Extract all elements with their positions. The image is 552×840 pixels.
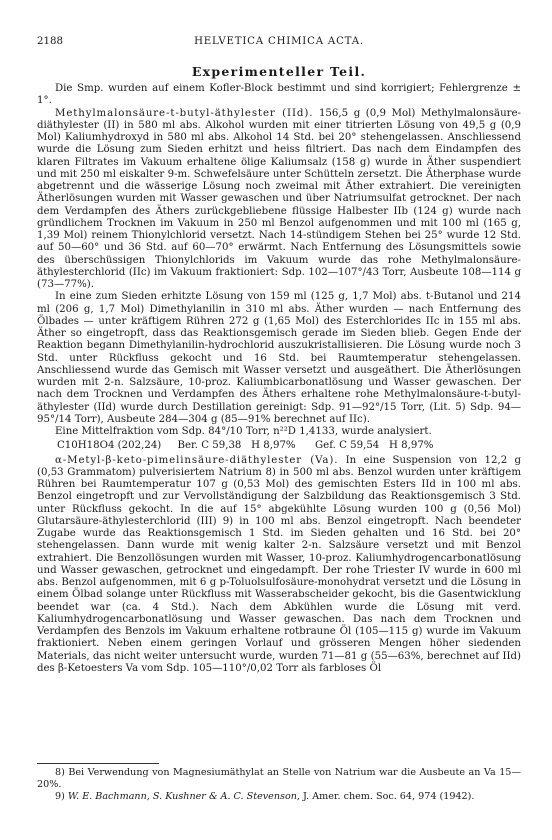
footnote-9-citation: J. Amer. chem. Soc. 64, 974 (1942). [303,791,475,802]
paragraph-tbutyl-esterification: In eine zum Sieden erhitzte Lösung von 159 ml (125 g, 1,7 Mol) abs. t-Butanol und 214 ml (206 g, 1,7 Mol) Dimethylanilin in 310 ml abs. Äther wurden — nach Entfernung des Ölbades — unter kräftigem Rühren 272 g (1,65 Mol) des Esterchlorides IIc in 155 ml abs. Äther so eingetropft, dass das Reaktionsgemisch gerade im Sieden blieb. Gegen Ende der Reaktion begann Dimethylanilin-hydrochlorid auszukristallisieren. Die Lösung wurde noch 3 Std. unter Rückfluss gekocht und 16 Std. bei Raumtemperatur stehengelassen. Anschliessend wurde das Gemisch mit Wasser versetzt und ausgeäthert. Die Ätherlösungen wurden mit 2-n. Salzsäure, 10-proz. Kaliumbicarbonatlösung und Wasser gewaschen. Der nach dem Trocknen und Verdampfen des Äthers erhaltene rohe Methylmalonsäure-t-butyl-äthylester (IId) wurde durch Destillation gereinigt: Sdp. 91—92°/15 Torr, (Lit. 5) Sdp. 94—95°/14 Torr), Ausbeute 284—304 g (85—91% berechnet auf IIc). [37,291,521,425]
journal-title: HELVETICA CHIMICA ACTA. [194,36,364,47]
running-head [37,36,521,50]
paragraph-body: In eine Suspension von 12,2 g (0,53 Grammatom) pulverisiertem Natrium 8) in 500 ml abs. Benzol wurden unter kräftigem Rühren bei Raumtemperatur 107 g (0,53 Mol) des gemischten Esters IId in 100 ml abs. Benzol eingetropft und zur Vervollständigung der Salzbildung das Reaktionsgemisch 3 Std. unter Rückfluss gekocht. In die auf 15° abgekühlte Lösung wurden 100 g (0,56 Mol) Glutarsäure-äthylesterchlorid (III) 9) in 100 ml abs. Benzol eingetropft. Nach beendeter Zugabe wurde das Reaktionsgemisch 1 Std. im Sieden gehalten und 16 Std. bei 20° stehengelassen. Dann wurde mit wenig kalter 2-n. Salzsäure versetzt und mit Benzol extrahiert. Die Benzollösungen wurden mit Wasser, 10-proz. Kaliumhydrogencarbonatlösung und Wasser gewaschen, getrocknet und eingedampft. Der rohe Triester IV wurde in 600 ml abs. Benzol aufgenommen, mit 6 g p-Toluolsulfosäure-monohydrat versetzt und die Lösung in einem Ölbad solange unter Rückfluss mit Wasserabscheider gekocht, bis die Gasentwicklung beendet war (ca. 4 Std.). Nach dem Abkühlen wurde die Lösung mit verd. Kaliumhydrogencarbonatlösung und Wasser gewaschen. Das nach dem Trocknen und Verdampfen des Benzols im Vakuum erhaltene rotbraune Öl (105—115 g) wurde im Vakuum fraktioniert. Neben einem geringen Vorlauf und grösseren Mengen höher siedenden Materials, das nicht weiter untersucht wurde, wurden 71—81 g (55—63%, berechnet auf IId) des β-Ketoesters Va vom Sdp. 105—110°/0,02 Torr als farbloses Öl [37,454,521,674]
page-number: 2188 [37,36,63,47]
paragraph-body: 156,5 g (0,9 Mol) Methylmalonsäure-diäthylester (II) in 580 ml abs. Alkohol wurden mit einer titrierten Lösung von 49,5 g (0,9 Mol) Kaliumhydroxyd in 580 ml abs. Alkohol 14 Std. bei 20° stehengelassen. Anschliessend wurde die Lösung zum Sieden erhitzt und heiss filtriert. Das nach dem Eindampfen des klaren Filtrates im Vakuum erhaltene ölige Kaliumsalz (158 g) wurde in Äther suspendiert und mit 250 ml eiskalter 9-m. Schwefelsäure unter Schütteln zersetzt. Die Ätherphase wurde abgetrennt und die wässerige Lösung noch zweimal mit Äther extrahiert. Die vereinigten Ätherlösungen wurden mit Wasser gewaschen und über Natriumsulfat getrocknet. Der nach dem Verdampfen des Äthers zurückgebliebene flüssige Halbester IIb (124 g) wurde nach gründlichem Trocknen im Vakuum in 250 ml Benzol aufgenommen und mit 100 ml (165 g, 1,39 Mol) reinem Thionylchlorid versetzt. Nach 14-stündigem Stehen bei 25° wurde 12 Std. auf 50—60° und 36 Std. auf 60—70° erwärmt. Nach Entfernung des Lösungsmittels sowie des überschüssigen Thionylchlorids im Vakuum wurde das rohe Methylmalonsäure-äthylesterchlorid (IIc) im Vakuum fraktioniert: Sdp. 102—107°/43 Torr, Ausbeute 108—114 g (73—77%). [37,107,521,290]
paragraph-intro: Die Smp. wurden auf einem Kofler-Block bestimmt und sind korrigiert; Fehlergrenze ± 1°. [37,83,521,107]
compound-heading-IId: Methylmalonsäure-t-butyl-äthylester (IId). [55,107,314,119]
footnote-9: 9) W. E. Bachmann, S. Kushner & A. C. Stevenson, J. Amer. chem. Soc. 64, 974 (1942). [55,791,475,802]
section-title: Experimenteller Teil. [191,64,367,79]
paragraph-methylmalonic-ester [37,108,521,292]
paragraph-analysis-fraction: Eine Mittelfraktion vom Sdp. 84°/10 Torr, n²²D 1,4133, wurde analysiert. [55,426,432,437]
footnote-9-authors: W. E. Bachmann, S. Kushner & A. C. Stevenson, [67,791,300,802]
footnotes [37,767,521,803]
compound-heading-Va: α-Metyl-β-keto-pimelinsäure-diäthylester (Va). [55,454,339,466]
elemental-analysis-formula: C10H18O4 (202,24) Ber. C 59,38 H 8,97% Gef. C 59,54 H 8,97% [57,440,434,452]
paragraph-keto-pimelic-ester [37,455,521,676]
footnote-8: 8) Bei Verwendung von Magnesiumäthylat an Stelle von Natrium war die Ausbeute an Va 15—20%. [37,767,521,790]
